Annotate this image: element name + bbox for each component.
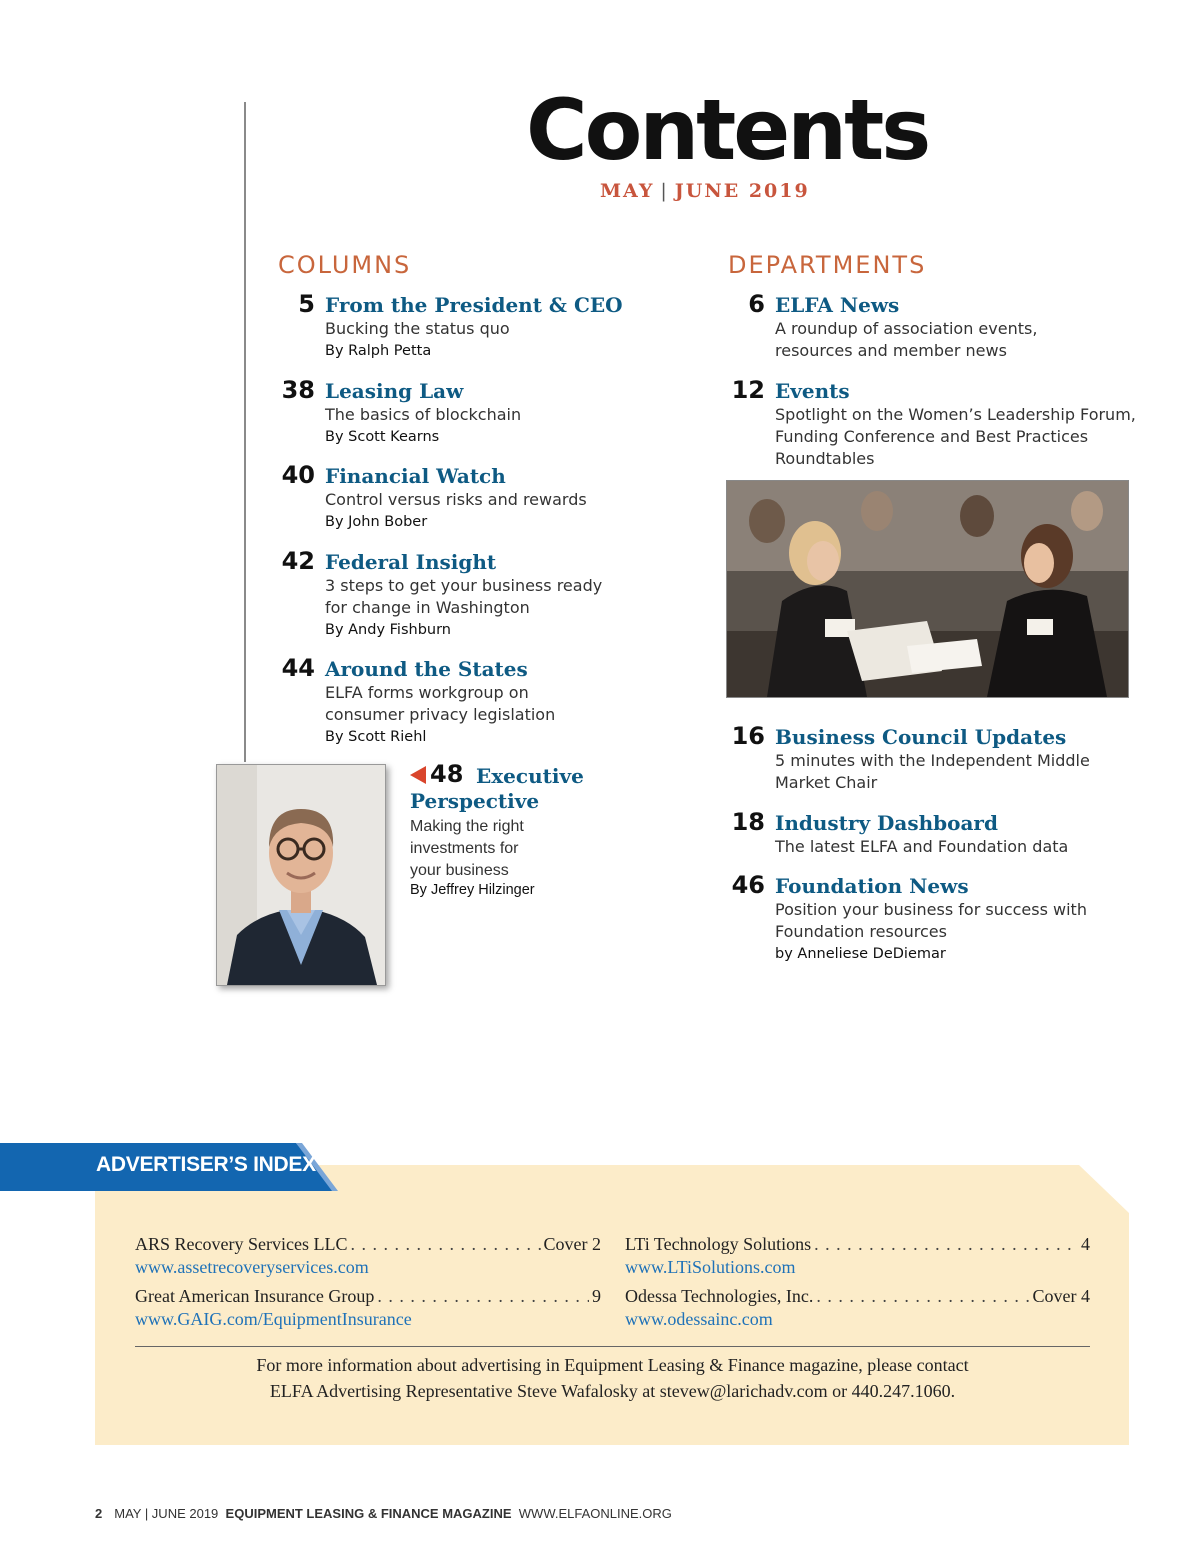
entry-description: for change in Washington xyxy=(325,598,530,617)
event-photo xyxy=(726,480,1129,698)
column-divider xyxy=(244,102,246,762)
page-number: 12 xyxy=(731,376,765,404)
toc-entry-business-council[interactable] xyxy=(731,722,1090,794)
entry-description: Market Chair xyxy=(775,773,878,792)
entry-title[interactable]: Around the States xyxy=(325,657,528,681)
toc-entry-financial-watch[interactable] xyxy=(281,461,587,533)
page-number: 42 xyxy=(281,547,315,575)
advertiser-url[interactable]: www.LTiSolutions.com xyxy=(625,1257,796,1277)
feature-byline: By Jeffrey Hilzinger xyxy=(410,882,535,898)
toc-entry-leasing-law[interactable] xyxy=(281,376,522,448)
advertising-note-line: For more information about advertising in Equipment Leasing & Finance magazine, please contact xyxy=(256,1355,969,1375)
advertiser-page: Cover 4 xyxy=(1032,1286,1090,1306)
entry-byline: By Scott Riehl xyxy=(325,729,427,745)
toc-entry-federal-insight[interactable] xyxy=(281,547,603,641)
footer-page-number: 2 xyxy=(95,1506,103,1521)
columns-heading: COLUMNS xyxy=(278,251,412,279)
page-number: 40 xyxy=(281,461,315,489)
feature-title[interactable]: Executive Perspective xyxy=(410,764,584,813)
page-number: 16 xyxy=(731,722,765,750)
entry-byline: By John Bober xyxy=(325,514,428,530)
entry-title[interactable]: Events xyxy=(775,379,850,403)
feature-description xyxy=(410,816,600,882)
advertiser-index-heading: ADVERTISER’S INDEX xyxy=(96,1153,316,1176)
page-number: 18 xyxy=(731,808,765,836)
entry-description: ELFA forms workgroup on xyxy=(325,683,529,702)
leader-dots xyxy=(816,1286,1029,1307)
feature-description-line: Making the right xyxy=(410,818,524,835)
advertiser-url[interactable]: www.GAIG.com/EquipmentInsurance xyxy=(135,1309,412,1329)
leader-dots xyxy=(350,1234,540,1255)
entry-description: A roundup of association events, xyxy=(775,319,1038,338)
toc-entry-around-the-states[interactable] xyxy=(281,654,556,748)
page-number: 5 xyxy=(298,290,315,318)
entry-byline: By Scott Kearns xyxy=(325,429,440,445)
footer-magazine: EQUIPMENT LEASING & FINANCE MAGAZINE xyxy=(225,1506,512,1521)
advertiser-page: Cover 2 xyxy=(543,1234,601,1254)
departments-heading: DEPARTMENTS xyxy=(728,251,927,279)
advertiser-entry-odessa xyxy=(625,1286,1090,1330)
feature-page-number: 48 xyxy=(430,760,464,788)
entry-description: 5 minutes with the Independent Middle xyxy=(775,751,1090,770)
toc-entry-elfa-news[interactable] xyxy=(748,290,1038,362)
issue-month: MAY xyxy=(600,180,655,202)
toc-entry-events[interactable] xyxy=(731,376,1136,470)
toc-entry-foundation-news[interactable] xyxy=(731,871,1087,965)
issue-year: JUNE 2019 xyxy=(674,180,810,202)
advertiser-name: Great American Insurance Group xyxy=(135,1286,375,1306)
entry-title[interactable]: Industry Dashboard xyxy=(775,811,998,835)
feature-description-line: investments for xyxy=(410,840,519,857)
advertising-contact-note xyxy=(135,1352,1090,1404)
page-footer xyxy=(95,1506,672,1521)
issue-date xyxy=(600,180,810,202)
advertiser-url[interactable]: www.assetrecoveryservices.com xyxy=(135,1257,369,1277)
executive-portrait xyxy=(216,764,386,986)
entry-description: consumer privacy legislation xyxy=(325,705,556,724)
page-title: Contents xyxy=(526,81,929,179)
entry-title[interactable]: Financial Watch xyxy=(325,464,506,488)
entry-byline: By Ralph Petta xyxy=(325,343,432,359)
footer-issue: MAY | JUNE 2019 xyxy=(114,1506,219,1521)
advertising-note-line: ELFA Advertising Representative Steve Wafalosky at stevew@larichadv.com or 440.247.1060. xyxy=(269,1381,956,1401)
entry-title[interactable]: Federal Insight xyxy=(325,550,497,574)
entry-title[interactable]: ELFA News xyxy=(775,293,900,317)
entry-description: 3 steps to get your business ready xyxy=(325,576,603,595)
page-number: 6 xyxy=(748,290,765,318)
entry-description: Funding Conference and Best Practices xyxy=(775,427,1089,446)
entry-title[interactable]: Leasing Law xyxy=(325,379,464,403)
toc-entry-president[interactable] xyxy=(298,290,623,362)
entry-description: resources and member news xyxy=(775,341,1007,360)
advertiser-page: 4 xyxy=(1081,1234,1090,1254)
entry-title[interactable]: From the President & CEO xyxy=(325,293,623,317)
entry-description: The latest ELFA and Foundation data xyxy=(775,837,1069,856)
portrait-illustration xyxy=(217,765,385,985)
entry-description: Roundtables xyxy=(775,449,875,468)
page-number: 44 xyxy=(281,654,315,682)
entry-byline: by Anneliese DeDiemar xyxy=(775,946,946,962)
entry-title[interactable]: Foundation News xyxy=(775,874,969,898)
leader-dots xyxy=(814,1234,1078,1255)
advertiser-name: LTi Technology Solutions xyxy=(625,1234,812,1254)
feature-description-line: your business xyxy=(410,862,509,879)
advertiser-name: ARS Recovery Services LLC xyxy=(135,1234,348,1254)
advertiser-url[interactable]: www.odessainc.com xyxy=(625,1309,773,1329)
page-number: 46 xyxy=(731,871,765,899)
footer-website[interactable]: WWW.ELFAONLINE.ORG xyxy=(518,1506,672,1521)
entry-byline: By Andy Fishburn xyxy=(325,622,451,638)
toc-entry-industry-dashboard[interactable] xyxy=(731,808,1069,858)
entry-description: The basics of blockchain xyxy=(325,405,522,424)
entry-title[interactable]: Business Council Updates xyxy=(775,725,1067,749)
page-number: 38 xyxy=(281,376,315,404)
entry-description: Foundation resources xyxy=(775,922,947,941)
advertiser-entry-gaig xyxy=(135,1286,601,1330)
entry-description: Bucking the status quo xyxy=(325,319,510,338)
leader-dots xyxy=(377,1286,589,1307)
advertiser-entry-lti xyxy=(625,1234,1090,1278)
entry-description: Position your business for success with xyxy=(775,900,1087,919)
entry-description: Control versus risks and rewards xyxy=(325,490,587,509)
advertiser-divider xyxy=(135,1346,1090,1347)
advertiser-page: 9 xyxy=(592,1286,601,1306)
advertiser-entry-ars xyxy=(135,1234,601,1278)
issue-separator: | xyxy=(660,180,669,202)
advertiser-name: Odessa Technologies, Inc. xyxy=(625,1286,814,1306)
event-photo-illustration xyxy=(727,481,1128,697)
entry-description: Spotlight on the Women’s Leadership Forum, xyxy=(775,405,1136,424)
